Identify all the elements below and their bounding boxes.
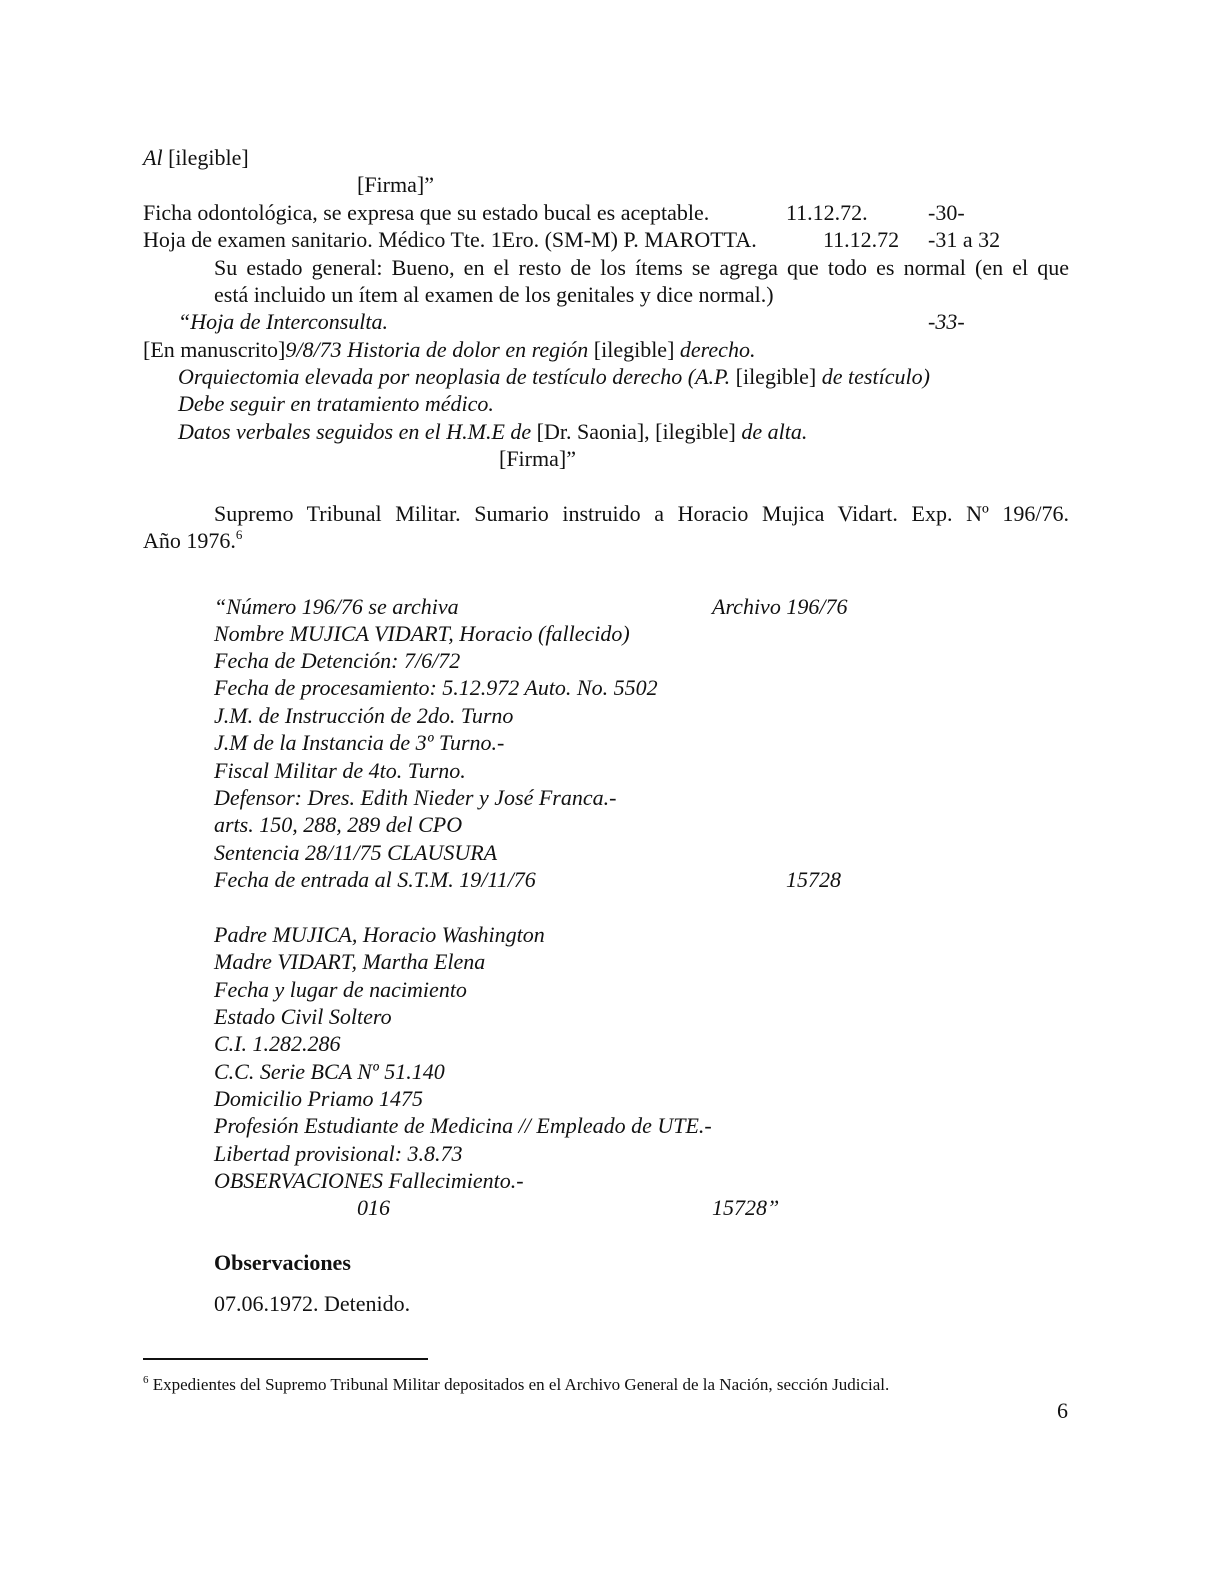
line-hoja-date: 11.12.72 bbox=[823, 227, 900, 252]
record-row: arts. 150, 288, 289 del CPO bbox=[214, 812, 463, 837]
paragraph-anio bbox=[143, 527, 243, 553]
line-interconsulta: “Hoja de Interconsulta. bbox=[178, 309, 388, 334]
line-firma-1: [Firma]” bbox=[357, 172, 434, 197]
observaciones-heading: Observaciones bbox=[214, 1250, 351, 1275]
footnote-text: Expedientes del Supremo Tribunal Militar depositados en el Archivo General de la Nación, sección Judicial. bbox=[148, 1375, 890, 1394]
line-datos-verbales bbox=[178, 421, 807, 443]
text-ilegible: [ilegible] bbox=[162, 145, 249, 170]
text-ilegible-2: [ilegible] bbox=[588, 337, 680, 362]
record-row: C.I. 1.282.286 bbox=[214, 1031, 341, 1056]
page-number: 6 bbox=[1057, 1398, 1068, 1423]
line-manuscrito bbox=[143, 339, 755, 361]
record-row: Domicilio Priamo 1475 bbox=[214, 1086, 423, 1111]
text-historia: 9/8/73 Historia de dolor en región bbox=[285, 337, 589, 362]
text-de-testiculo: de testículo) bbox=[821, 364, 930, 389]
record-row: Padre MUJICA, Horacio Washington bbox=[214, 922, 545, 947]
text-de-alta: de alta. bbox=[741, 419, 808, 444]
record-row: Fecha de procesamiento: 5.12.972 Auto. No. 5502 bbox=[214, 675, 658, 700]
record-fecha-entrada-num: 15728 bbox=[786, 867, 841, 892]
text-manuscrito-tag: [En manuscrito] bbox=[143, 337, 286, 362]
line-ficha-odontologica: Ficha odontológica, se expresa que su estado bucal es aceptable. bbox=[143, 200, 710, 225]
text-ilegible-3: [ilegible] bbox=[730, 364, 822, 389]
record-row: J.M. de Instrucción de 2do. Turno bbox=[214, 703, 514, 728]
text-orquiectomia: Orquiectomia elevada por neoplasia de testículo derecho (A.P. bbox=[178, 364, 731, 389]
line-ficha-page: -30- bbox=[928, 200, 965, 225]
text-al: Al bbox=[143, 145, 163, 170]
line-al-ilegible bbox=[143, 147, 249, 169]
line-hoja-page: -31 a 32 bbox=[928, 227, 1001, 252]
record-numero: “Número 196/76 se archiva bbox=[214, 594, 459, 619]
record-row: Fecha y lugar de nacimiento bbox=[214, 977, 467, 1002]
record-row: OBSERVACIONES Fallecimiento.- bbox=[214, 1168, 524, 1193]
record-archivo: Archivo 196/76 bbox=[712, 594, 848, 619]
text-dr-saonia: [Dr. Saonia], [ilegible] bbox=[531, 419, 742, 444]
record-row: Madre VIDART, Martha Elena bbox=[214, 949, 486, 974]
text-derecho: derecho. bbox=[679, 337, 756, 362]
text-anio: Año 1976. bbox=[143, 528, 236, 553]
footnote-number: 6 bbox=[143, 1374, 149, 1386]
record-row: Defensor: Dres. Edith Nieder y José Franca.- bbox=[214, 785, 617, 810]
line-orquiectomia bbox=[178, 366, 930, 388]
footnote-ref: 6 bbox=[235, 527, 243, 542]
record-row: Libertad provisional: 3.8.73 bbox=[214, 1141, 463, 1166]
record-row: C.C. Serie BCA Nº 51.140 bbox=[214, 1059, 445, 1084]
record-row: Nombre MUJICA VIDART, Horacio (fallecido) bbox=[214, 621, 630, 646]
record-last-number: 15728” bbox=[712, 1195, 780, 1220]
line-hoja-examen: Hoja de examen sanitario. Médico Tte. 1Ero. (SM-M) P. MAROTTA. bbox=[143, 227, 757, 252]
line-interconsulta-page: -33- bbox=[928, 309, 965, 334]
record-row: J.M de la Instancia de 3º Turno.- bbox=[214, 730, 505, 755]
line-ficha-date: 11.12.72. bbox=[786, 200, 868, 225]
footnote-divider bbox=[143, 1358, 428, 1360]
record-fecha-entrada: Fecha de entrada al S.T.M. 19/11/76 bbox=[214, 867, 536, 892]
paragraph-supremo-tribunal: Supremo Tribunal Militar. Sumario instruido a Horacio Mujica Vidart. Exp. Nº 196/76. bbox=[214, 501, 1069, 526]
observaciones-entry: 07.06.1972. Detenido. bbox=[214, 1291, 411, 1316]
line-tratamiento: Debe seguir en tratamiento médico. bbox=[178, 391, 494, 416]
record-last-code: 016 bbox=[357, 1195, 390, 1220]
line-firma-2: [Firma]” bbox=[499, 446, 576, 471]
record-row: Estado Civil Soltero bbox=[214, 1004, 392, 1029]
record-row: Profesión Estudiante de Medicina // Empleado de UTE.- bbox=[214, 1113, 712, 1138]
record-row: Fecha de Detención: 7/6/72 bbox=[214, 648, 461, 673]
record-row: Fiscal Militar de 4to. Turno. bbox=[214, 758, 466, 783]
text-datos-verbales: Datos verbales seguidos en el H.M.E de bbox=[178, 419, 532, 444]
line-estado-general: Su estado general: Bueno, en el resto de los ítems se agrega que todo es normal (en el que bbox=[214, 255, 1069, 280]
line-estado-general-cont: está incluido un ítem al examen de los genitales y dice normal.) bbox=[214, 282, 774, 307]
record-row: Sentencia 28/11/75 CLAUSURA bbox=[214, 840, 498, 865]
footnote bbox=[143, 1376, 889, 1393]
